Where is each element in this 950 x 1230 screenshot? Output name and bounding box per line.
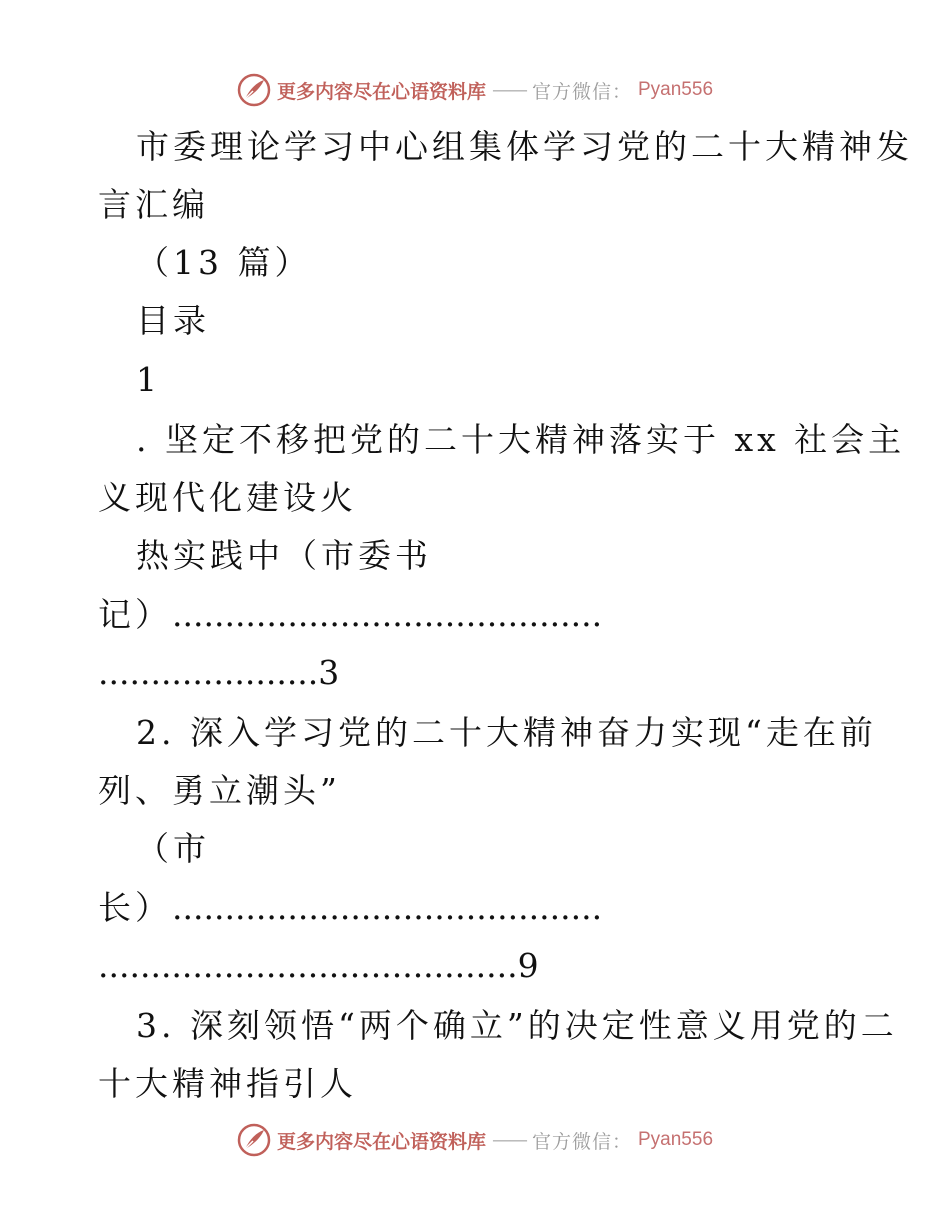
toc-entry-2-leader-dots-2: ........................................ [98, 946, 518, 985]
toc-entry-2-line-4 [98, 888, 602, 928]
doc-article-count: （13 篇） [136, 243, 312, 282]
toc-entry-1-prefix: 记） [98, 595, 172, 634]
toc-entry-2-leader-dots: ......................................... [172, 888, 603, 927]
toc-heading: 目录 [136, 301, 210, 340]
toc-entry-2-line-1: 2. 深入学习党的二十大精神奋力实现“走在前 [136, 713, 877, 752]
header-watermark [0, 70, 950, 110]
watermark-main-text: 更多内容尽在心语资料库 [276, 80, 486, 103]
toc-entry-1-line-4 [98, 595, 602, 635]
toc-entry-1-line-5 [98, 653, 343, 693]
watermark-dash: —— [491, 1129, 526, 1151]
footer-watermark [0, 1120, 950, 1160]
toc-entry-1-line-3: 热实践中（市委书 [136, 536, 432, 575]
doc-title-line-2: 言汇编 [98, 185, 209, 224]
toc-entry-1-line-1: . 坚定不移把党的二十大精神落实于 xx 社会主 [136, 420, 906, 459]
watermark-sub-text: 官方微信： [531, 80, 632, 103]
quill-logo-icon [237, 1123, 271, 1157]
toc-entry-1-page: 3 [318, 653, 344, 692]
toc-entry-1-line-2: 义现代化建设火 [98, 478, 357, 517]
toc-entry-1-leader-dots-2: ..................... [98, 653, 319, 692]
watermark-wechat-id: Pyan556 [638, 1129, 714, 1150]
toc-entry-2-page: 9 [517, 946, 543, 985]
watermark-dash: —— [491, 79, 526, 101]
toc-entry-1-leader-dots: ......................................... [172, 595, 603, 634]
quill-logo-icon [237, 73, 271, 107]
watermark-wechat-id: Pyan556 [638, 79, 714, 100]
toc-entry-1-number: 1 [136, 360, 161, 399]
toc-entry-3-line-2: 十大精神指引人 [98, 1064, 357, 1103]
toc-entry-2-line-3: （市 [136, 829, 210, 868]
watermark-main-text: 更多内容尽在心语资料库 [276, 1130, 486, 1153]
toc-entry-2-line-5 [98, 946, 543, 986]
watermark-sub-text: 官方微信： [531, 1130, 632, 1153]
toc-entry-2-line-2: 列、勇立潮头” [98, 771, 341, 810]
doc-title-line-1: 市委理论学习中心组集体学习党的二十大精神发 [136, 127, 913, 166]
toc-entry-3-line-1: 3. 深刻领悟“两个确立”的决定性意义用党的二 [136, 1006, 898, 1045]
toc-entry-2-prefix: 长） [98, 888, 172, 927]
